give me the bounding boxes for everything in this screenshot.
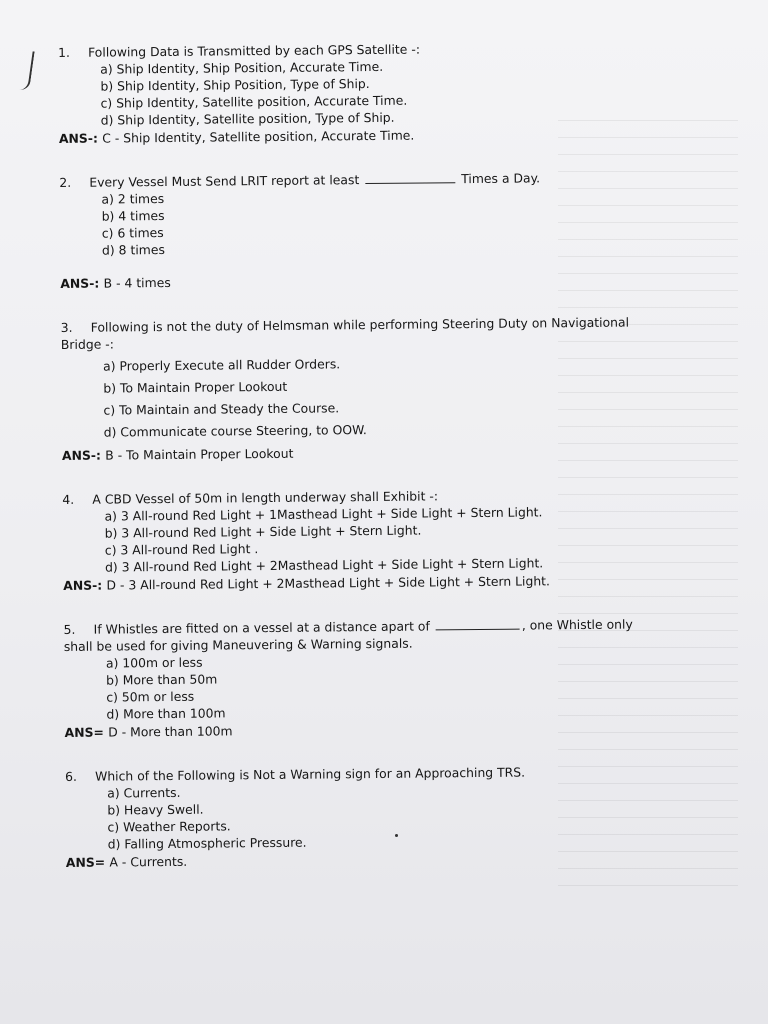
option-b: b) To Maintain Proper Lookout [103, 378, 288, 396]
option-d: d) More than 100m [106, 705, 226, 722]
option-c: c) Weather Reports. [107, 818, 231, 835]
question-list [58, 38, 706, 898]
option-d: d) Communicate course Steering, to OOW. [103, 422, 367, 440]
option-b: b) 4 times [101, 207, 165, 224]
question-text-line-2: shall be used for giving Maneuvering & Warning signals. [63, 635, 413, 654]
question-text-before-blank: Every Vessel Must Send LRIT report at least [89, 172, 360, 190]
question-text-before-blank: If Whistles are fitted on a vessel at a distance apart of [93, 618, 430, 637]
question-number: 3. [60, 319, 73, 335]
option-b: b) Heavy Swell. [107, 801, 204, 818]
option-b: b) More than 50m [106, 671, 218, 688]
option-b: b) Ship Identity, Ship Position, Type of Ship. [100, 76, 370, 94]
option-c: c) 3 All-round Red Light . [104, 541, 259, 558]
answer-line [60, 269, 700, 292]
option-c: c) Ship Identity, Satellite position, Accurate Time. [100, 92, 408, 111]
option-c: c) 50m or less [106, 688, 195, 705]
answer-label: ANS-: [60, 275, 100, 291]
question-2 [59, 168, 700, 292]
answer-label: ANS-: [61, 447, 102, 463]
option-a: a) Currents. [107, 784, 181, 801]
option-c: c) 6 times [101, 224, 164, 241]
question-4 [62, 485, 703, 594]
question-text-after-blank: Times a Day. [461, 170, 541, 187]
option-a: a) Properly Execute all Rudder Orders. [103, 356, 341, 374]
fill-in-blank [365, 182, 455, 184]
question-3 [61, 313, 702, 464]
answer-text: D - More than 100m [108, 723, 233, 740]
question-text-line-2: Bridge -: [60, 336, 114, 352]
question-text: A CBD Vessel of 50m in length underway shall Exhibit -: [92, 488, 439, 507]
question-number: 2. [59, 174, 72, 190]
fill-in-blank [436, 629, 520, 631]
option-a: a) 2 times [101, 190, 165, 207]
option-d: d) Ship Identity, Satellite position, Type of Ship. [100, 109, 395, 128]
question-5 [64, 615, 705, 741]
answer-text: C - Ship Identity, Satellite position, Accurate Time. [102, 127, 415, 146]
question-text-line-1: Following is not the duty of Helmsman while performing Steering Duty on Navigational [90, 314, 630, 335]
option-b: b) 3 All-round Red Light + Side Light + Stern Light. [104, 522, 422, 541]
answer-label: ANS= [64, 724, 104, 740]
answer-line [62, 441, 702, 464]
question-1 [58, 38, 699, 147]
question-6 [65, 762, 706, 871]
answer-text: D - 3 All-round Red Light + 2Masthead Light + Side Light + Stern Light. [106, 573, 551, 593]
question-number: 1. [58, 44, 70, 60]
question-number: 6. [64, 768, 77, 784]
option-a: a) 100m or less [105, 654, 203, 671]
question-text-after-blank: , one Whistle only [521, 616, 633, 633]
answer-label: ANS= [65, 854, 106, 870]
question-text: Which of the Following is Not a Warning sign for an Approaching TRS. [94, 764, 526, 784]
option-c: c) To Maintain and Steady the Course. [103, 400, 340, 418]
option-a: a) Ship Identity, Ship Position, Accurate Time. [100, 58, 384, 77]
pen-mark [11, 49, 34, 91]
option-d: d) 3 All-round Red Light + 2Masthead Light + Side Light + Stern Light. [104, 555, 544, 575]
question-number: 4. [62, 491, 75, 507]
question-number: 5. [63, 621, 76, 637]
option-d: d) 8 times [101, 241, 165, 258]
question-text: Following Data is Transmitted by each GPS Satellite -: [88, 41, 421, 60]
answer-text: A - Currents. [109, 853, 188, 870]
answer-text: B - To Maintain Proper Lookout [105, 445, 294, 463]
option-d: d) Falling Atmospheric Pressure. [107, 834, 307, 852]
answer-text: B - 4 times [103, 274, 171, 291]
answer-label: ANS-: [58, 130, 98, 146]
answer-label: ANS-: [63, 577, 103, 593]
option-a: a) 3 All-round Red Light + 1Masthead Light + Side Light + Stern Light. [104, 504, 543, 524]
